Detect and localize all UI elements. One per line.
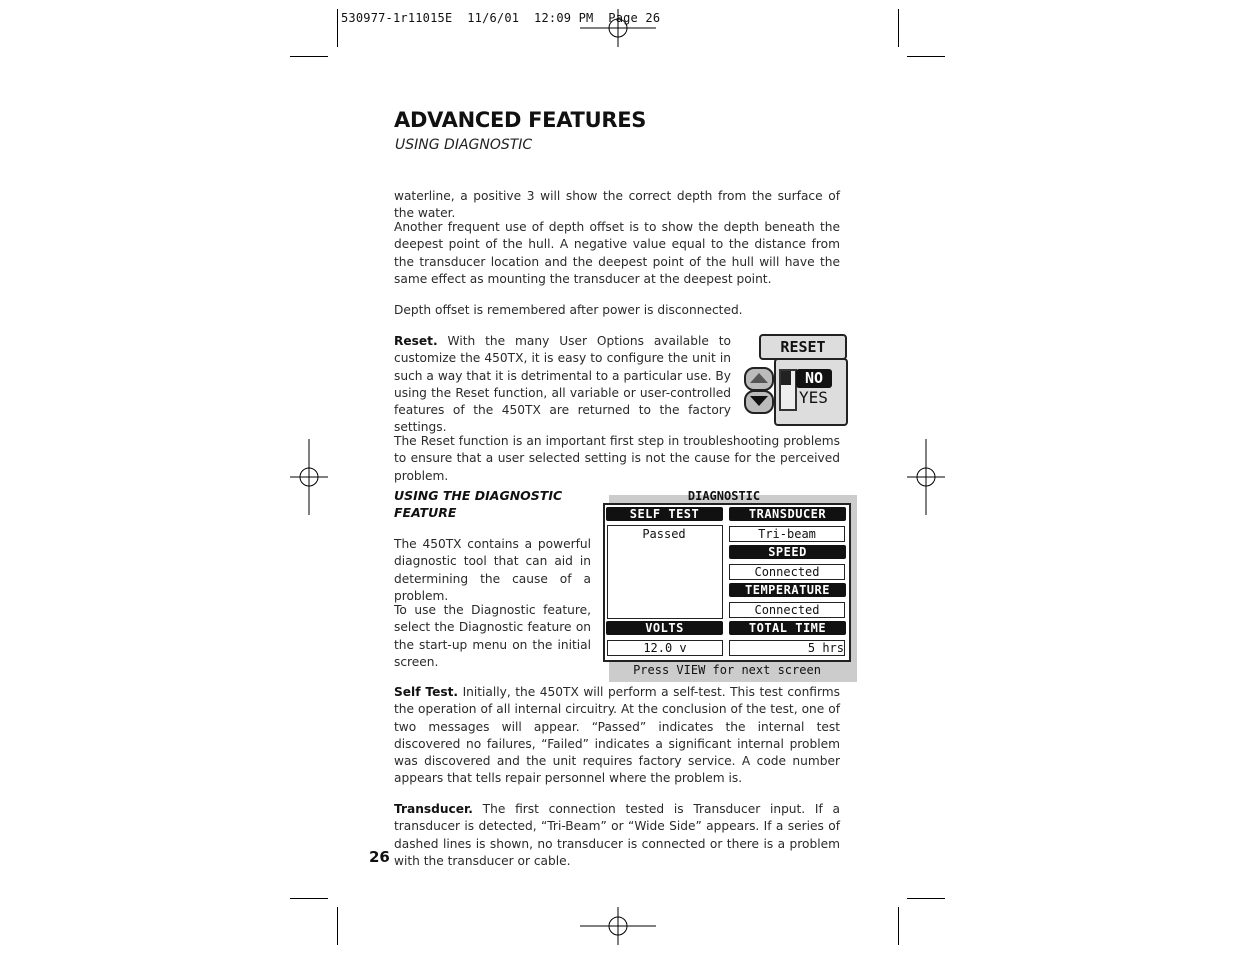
self-test-value: Passed: [642, 527, 686, 541]
paragraph-transducer: [394, 801, 840, 870]
reset-toggle-knob: [781, 371, 791, 385]
crop-mark: [337, 9, 338, 47]
crop-mark: [907, 898, 945, 899]
registration-mark-icon: [580, 907, 656, 945]
crop-mark: [898, 907, 899, 945]
paragraph-reset-importance: The Reset function is an important first step in troubleshooting problems to ensure that a user selected setting is not the cause for the perceived problem.: [394, 434, 840, 483]
speed-value: Connected: [729, 564, 845, 580]
page-number: 26: [369, 848, 390, 866]
reset-option-no: NO: [796, 369, 832, 388]
volts-label: VOLTS: [606, 621, 723, 635]
registration-mark-icon: [580, 9, 656, 47]
crop-mark: [898, 9, 899, 47]
reset-lead: Reset.: [394, 334, 438, 348]
diagnostic-screen-title: DIAGNOSTIC: [687, 489, 761, 503]
temperature-value: Connected: [729, 602, 845, 618]
transducer-label: TRANSDUCER: [729, 507, 846, 521]
paragraph-remembered: Depth offset is remembered after power is disconnected.: [394, 303, 743, 317]
registration-mark-icon: [290, 439, 328, 515]
total-time-label: TOTAL TIME: [729, 621, 846, 635]
paragraph-self-test: [394, 684, 840, 788]
down-arrow-glyph-icon: [749, 395, 769, 407]
diagnostic-heading: USING THE DIAGNOSTIC FEATURE: [394, 488, 563, 521]
temperature-label: TEMPERATURE: [729, 583, 846, 597]
transducer-value: Tri-beam: [729, 526, 845, 542]
paragraph-waterline: waterline, a positive 3 will show the correct depth from the surface of the water.: [394, 189, 840, 221]
crop-mark: [290, 56, 328, 57]
self-test-body: Initially, the 450TX will perform a self-test. This test confirms the operation of all internal circuitry. At the conclusion of the test, one of two messages will appear. “Passed” indicates the internal test discovered no failures, “Failed” indicates a significant internal problem was discovered and the unit requires factory service. A code number appears that tells repair personnel where the problem is.: [394, 685, 840, 786]
registration-mark-icon: [907, 439, 945, 515]
crop-mark: [290, 898, 328, 899]
reset-option-yes: YES: [799, 388, 828, 407]
crop-mark: [907, 56, 945, 57]
paragraph-diagnostic-use: To use the Diagnostic feature, select the Diagnostic feature on the start-up menu on the initial screen.: [394, 603, 591, 669]
paragraph-reset: [394, 333, 731, 437]
self-test-label: SELF TEST: [606, 507, 723, 521]
section-subtitle: USING DIAGNOSTIC: [395, 137, 533, 153]
paragraph-depth-offset: Another frequent use of depth offset is to show the depth beneath the deepest point of the hull. A negative value equal to the distance from the transducer location and the deepest point of the hull will have the same effect as mounting the transducer at the deepest point.: [394, 220, 840, 286]
speed-label: SPEED: [729, 545, 846, 559]
paragraph-diagnostic-tool: The 450TX contains a powerful diagnostic tool that can aid in determining the cause of a problem.: [394, 537, 591, 603]
crop-mark: [337, 907, 338, 945]
reset-screen-title: RESET: [759, 334, 847, 360]
transducer-body: The first connection tested is Transducer input. If a transducer is detected, “Tri-Beam” or “Wide Side” appears. If a series of dashed lines is shown, no transducer is connected or there is a problem with the transducer or cable.: [394, 802, 840, 868]
volts-value: 12.0 v: [607, 640, 723, 656]
section-title: ADVANCED FEATURES: [394, 108, 647, 132]
self-test-lead: Self Test.: [394, 685, 459, 699]
transducer-lead: Transducer.: [394, 802, 473, 816]
total-time-value: 5 hrs: [729, 640, 845, 656]
print-header: 530977-1r11015E 11/6/01 12:09 PM Page 26: [341, 11, 661, 25]
up-arrow-glyph-icon: [749, 372, 769, 384]
diagnostic-screen-footer: Press VIEW for next screen: [633, 663, 821, 677]
reset-body: With the many User Options available to customize the 450TX, it is easy to configure the unit in such a way that it is detrimental to a particular use. By using the Reset function, all variable or user-controlled features of the 450TX are returned to the factory settings.: [394, 334, 731, 435]
